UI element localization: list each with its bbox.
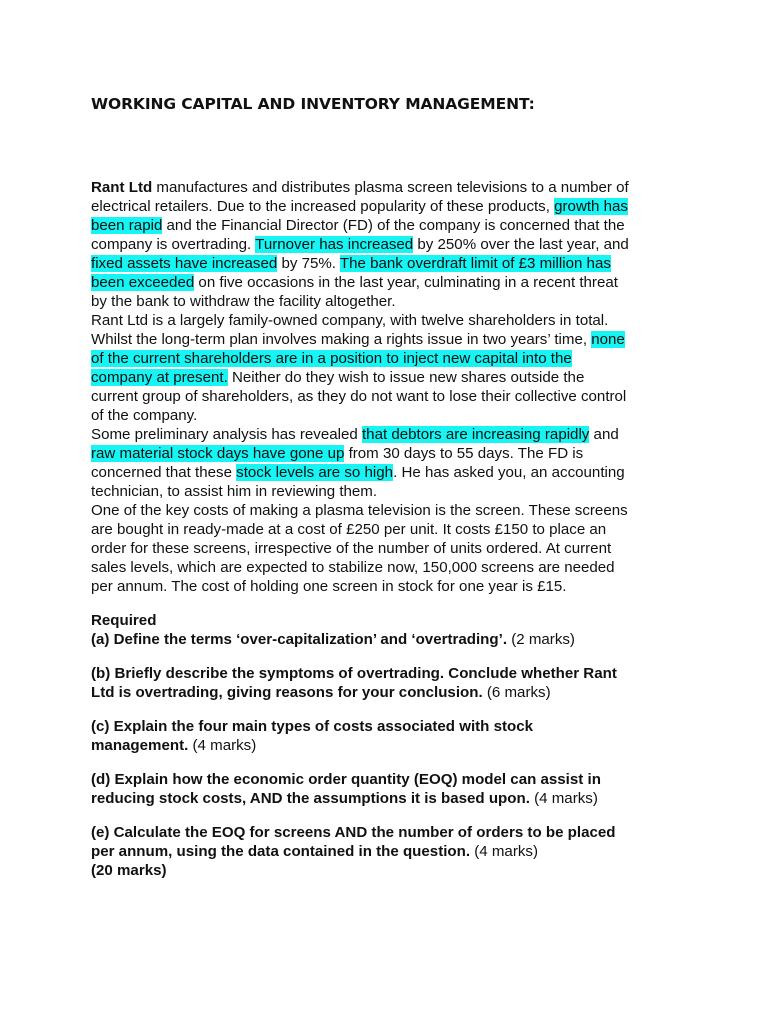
text-line (91, 683, 681, 702)
highlighted-text: stock levels are so high (236, 464, 394, 481)
text-line (91, 463, 681, 482)
paragraph (91, 178, 681, 311)
document-body (91, 178, 681, 880)
question-block (91, 717, 681, 755)
paragraph (91, 501, 681, 596)
text-segment: by 250% over the last year, and (413, 236, 629, 253)
text-line (91, 577, 681, 596)
paragraph-gap (91, 702, 681, 717)
text-line (91, 520, 681, 539)
highlighted-text: company at present. (91, 369, 228, 386)
highlighted-text: that debtors are increasing rapidly (361, 426, 590, 443)
text-segment: per annum, using the data contained in the question. (91, 843, 471, 860)
text-segment: (d) Explain how the economic order quantity (EOQ) model can assist in (91, 771, 601, 788)
text-line (91, 292, 681, 311)
text-segment: (6 marks) (482, 684, 551, 701)
required-questions (91, 611, 681, 880)
case-study-text (91, 178, 681, 596)
text-line (91, 717, 681, 736)
text-segment: of the company. (91, 407, 198, 424)
text-segment: Rant Ltd (91, 179, 153, 196)
text-segment: (4 marks) (470, 843, 538, 860)
document-title: WORKING CAPITAL AND INVENTORY MANAGEMENT: (91, 95, 535, 113)
text-segment: electrical retailers. Due to the increased popularity of these products, (91, 198, 555, 215)
highlighted-text: been rapid (91, 217, 163, 234)
text-segment: order for these screens, irrespective of the number of units ordered. At current (91, 540, 612, 557)
text-segment: . He has asked you, an accounting (393, 464, 625, 481)
highlighted-text: The bank overdraft limit of £3 million has (339, 255, 611, 272)
paragraph (91, 425, 681, 501)
text-segment: are bought in ready-made at a cost of £250 per unit. It costs £150 to place an (91, 521, 607, 538)
highlighted-text: growth has (554, 198, 628, 215)
paragraph-gap (91, 808, 681, 823)
text-segment: (c) Explain the four main types of costs associated with stock (91, 718, 534, 735)
text-line (91, 736, 681, 755)
text-segment: sales levels, which are expected to stabilize now, 150,000 screens are needed (91, 559, 615, 576)
text-line (91, 311, 681, 330)
section-gap (91, 596, 681, 611)
text-segment: on five occasions in the last year, culminating in a recent threat (194, 274, 618, 291)
text-line (91, 664, 681, 683)
highlighted-text: of the current shareholders are in a position to inject new capital into the (91, 350, 572, 367)
highlighted-text: Turnover has increased (255, 236, 414, 253)
text-segment: (a) Define the terms ‘over-capitalization’ and ‘overtrading’. (91, 631, 508, 648)
highlighted-text: none (591, 331, 625, 348)
question-block (91, 664, 681, 702)
text-segment: and the Financial Director (FD) of the company is concerned that the (162, 217, 625, 234)
text-line (91, 349, 681, 368)
text-line (91, 539, 681, 558)
text-segment: concerned that these (91, 464, 237, 481)
text-segment: by 75%. (277, 255, 340, 272)
text-segment: Ltd is overtrading, giving reasons for your conclusion. (91, 684, 483, 701)
text-line (91, 482, 681, 501)
text-segment: per annum. The cost of holding one screen in stock for one year is £15. (91, 578, 567, 595)
text-segment: management. (91, 737, 189, 754)
text-segment: Required (91, 612, 157, 629)
text-line (91, 330, 681, 349)
text-line (91, 842, 681, 861)
text-segment: (4 marks) (188, 737, 257, 754)
text-segment: and (589, 426, 619, 443)
question-block (91, 770, 681, 808)
text-line (91, 823, 681, 842)
text-line (91, 444, 681, 463)
text-line (91, 861, 681, 880)
text-segment: (4 marks) (529, 790, 598, 807)
text-segment: from 30 days to 55 days. The FD is (344, 445, 584, 462)
paragraph (91, 311, 681, 425)
paragraph-gap (91, 649, 681, 664)
text-segment: technician, to assist him in reviewing them. (91, 483, 378, 500)
text-line (91, 197, 681, 216)
text-segment: (2 marks) (507, 631, 575, 648)
text-line (91, 368, 681, 387)
text-segment: Whilst the long-term plan involves making a rights issue in two years’ time, (91, 331, 592, 348)
text-segment: Rant Ltd is a largely family-owned company, with twelve shareholders in total. (91, 312, 609, 329)
text-line (91, 406, 681, 425)
paragraph-gap (91, 755, 681, 770)
text-line (91, 789, 681, 808)
highlighted-text: fixed assets have increased (91, 255, 278, 272)
text-line (91, 630, 681, 649)
text-line (91, 387, 681, 406)
text-segment: (b) Briefly describe the symptoms of overtrading. Conclude whether Rant (91, 665, 617, 682)
text-segment: current group of shareholders, as they do not want to lose their collective control (91, 388, 627, 405)
text-segment: manufactures and distributes plasma screen televisions to a number of (152, 179, 629, 196)
text-line (91, 770, 681, 789)
text-segment: Some preliminary analysis has revealed (91, 426, 362, 443)
text-line (91, 235, 681, 254)
text-segment: reducing stock costs, AND the assumptions it is based upon. (91, 790, 530, 807)
text-line (91, 216, 681, 235)
text-segment: by the bank to withdraw the facility altogether. (91, 293, 396, 310)
text-line (91, 178, 681, 197)
highlighted-text: raw material stock days have gone up (91, 445, 345, 462)
text-line (91, 501, 681, 520)
text-line (91, 425, 681, 444)
text-line (91, 254, 681, 273)
text-line (91, 558, 681, 577)
question-block (91, 611, 681, 649)
highlighted-text: been exceeded (91, 274, 195, 291)
text-segment: One of the key costs of making a plasma television is the screen. These screens (91, 502, 628, 519)
text-line (91, 611, 681, 630)
text-segment: Neither do they wish to issue new shares outside the (227, 369, 585, 386)
text-segment: company is overtrading. (91, 236, 256, 253)
text-segment: (20 marks) (91, 862, 167, 879)
question-block (91, 823, 681, 880)
text-line (91, 273, 681, 292)
text-segment: (e) Calculate the EOQ for screens AND the number of orders to be placed (91, 824, 616, 841)
